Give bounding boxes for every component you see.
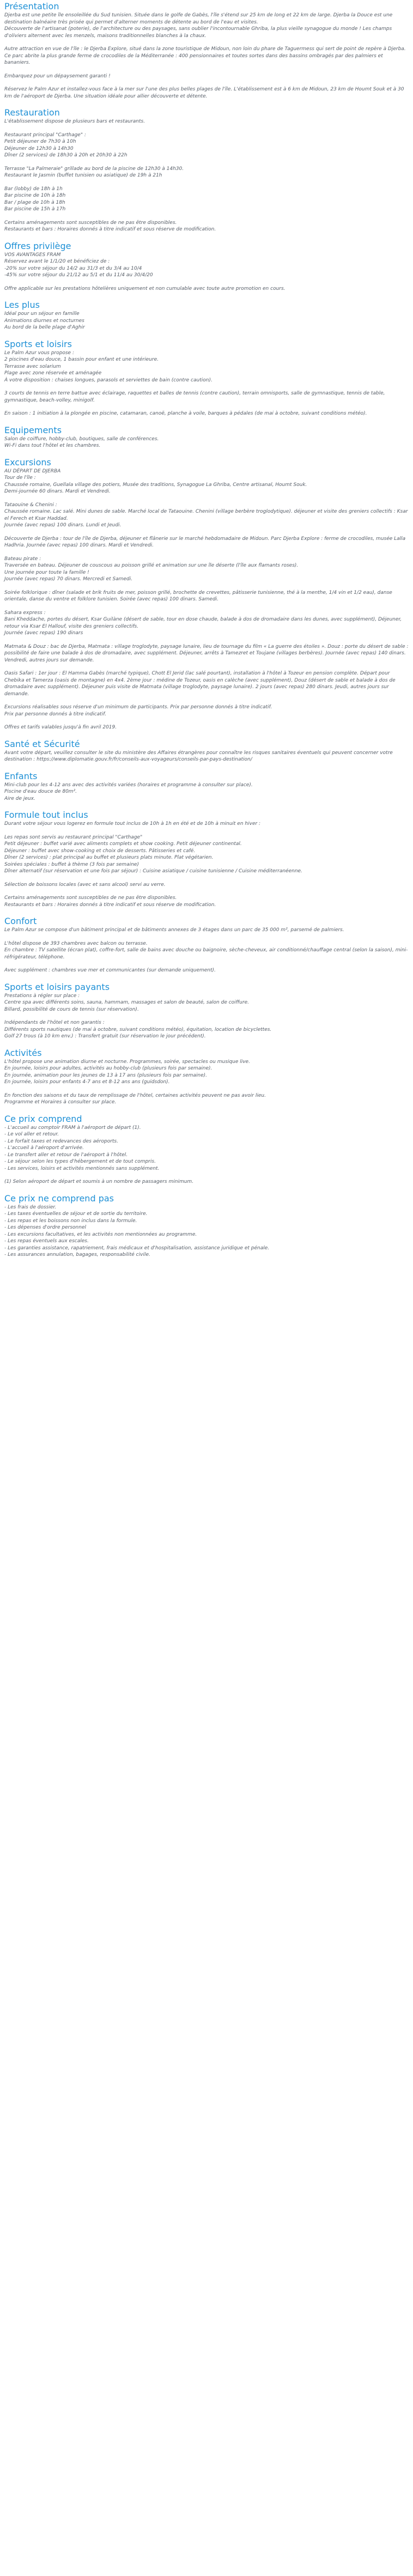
text-line: - Le forfait taxes et redevances des aéroports. [4,1138,118,1144]
paragraph [4,132,409,159]
paragraph [4,311,409,331]
paragraph [4,993,409,1013]
section-title: Enfants [4,770,38,781]
section-title: Equipements [4,424,62,435]
paragraph [4,610,409,637]
text-line: VOS AVANTAGES FRAM [4,252,61,258]
text-line: Traversée en bateau. Déjeuner de couscous au poisson grillé et animation sur une île déserte (l'île aux flamants roses). [4,563,299,568]
text-line: Soirée folklorique : dîner (salade et brik fruits de mer, poisson grillé, brochette de crevettes, pâtisserie tunisienne, thé à la menthe, 1/4 vin et 1/2 eau), danse orientale, danse du ventre et folklore tunisien. Soirée (avec repas) 100 dinars. Samedi. [4,590,392,602]
section [4,425,409,449]
text-line: Terrasse "La Palmeraie" grillade au bord de la piscine de 12h30 à 14h30. [4,166,184,172]
text-line: Soirées spéciales : buffet à thème (3 fois par semaine) [4,861,139,867]
text-line: Dîner (2 services) : plat principal au buffet et plusieurs plats minute. Plat végétarien. [4,855,214,860]
text-line: Certains aménagements sont susceptibles de ne pas être disponibles. [4,220,177,226]
text-line: À votre disposition : chaises longues, parasols et serviettes de bain (contre caution). [4,377,212,383]
text-line: Wi-Fi dans tout l'hôtel et les chambres. [4,443,101,448]
text-line: Billard, possibilité de cours de tennis (sur réservation). [4,1006,139,1012]
paragraph-gap [4,125,409,132]
text-line: Durant votre séjour vous logerez en formule tout inclus de 10h à 1h en été et de 10h à minuit en hiver : [4,821,261,827]
text-line: Journée (avec repas) 190 dinars [4,630,83,636]
text-line: Bani Kheddache, portes du désert, Ksar Guilàne (désert de sable, tour en dose chaude, balade à dos de dromadaire dans les dunes, avec supplément), Déjeuner, [4,617,402,622]
paragraph [4,166,409,179]
paragraph [4,882,409,889]
text-line: Prix par personne donnés à titre indicatif. [4,711,107,717]
paragraph [4,1059,409,1086]
paragraph-gap [4,213,409,220]
paragraph-gap [4,828,409,834]
text-line: Indépendants de l'hôtel et non garantis : [4,1020,105,1025]
section [4,1193,409,1259]
paragraph [4,86,409,100]
text-line: Bateau pirate : [4,556,41,562]
text-line: L'établissement dispose de plusieurs bars et restaurants. [4,119,145,124]
text-line: -20% sur votre séjour du 14/2 au 31/3 et du 3/4 au 10/4 [4,265,142,271]
text-line: En journée, animation pour les jeunes de 13 à 17 ans (plusieurs fois par semaine). [4,1072,207,1078]
paragraph-gap [4,934,409,940]
text-line: Centre spa avec différents soins, sauna, hammam, massages et salon de beauté, salon de coiffure. [4,1000,249,1005]
paragraph-gap [4,1172,409,1178]
paragraph-gap [4,1013,409,1019]
section [4,916,409,974]
section [4,300,409,331]
text-line: Le Palm Azur vous propose : [4,350,74,356]
text-line: Déjeuner : buffet avec show-cooking et choix de desserts. Pâtisseries et café. [4,848,196,854]
text-line: Sahara express : [4,610,46,616]
paragraph [4,590,409,603]
paragraph-gap [4,384,409,390]
text-line: Plage avec zone réservée et aménagée [4,370,102,376]
section-title: Les plus [4,300,40,310]
text-line: L'hôtel dispose de 393 chambres avec balcon ou terrasse. [4,940,148,946]
section [4,1114,409,1186]
section-title: Sports et loisirs payants [4,981,110,992]
text-line: Piscine d'eau douce de 80m². [4,789,77,794]
paragraph [4,186,409,213]
paragraph-gap [4,718,409,724]
paragraph [4,1125,409,1172]
text-line: Découverte de l'artisanat (poterie), de l'architecture ou des paysages, sans oublier l'incontournable Ghriba, la plus vieille synagogue du monde ! Les champs d'oliviers alternent avec les menzels, maisons traditionnelles blanches à la chaux. [4,26,392,39]
section-title: Confort [4,916,37,926]
section [4,771,409,803]
paragraph [4,252,409,279]
text-line: 3 courts de tennis en terre battue avec éclairage, raquettes et balles de tennis (contre caution), terrain omnisports, salle de gymnastique, tennis de table, gymnastique, beach-volley, minigolf. [4,391,385,403]
text-line: Matmata & Douz : bac de Djerba, Matmata : village troglodyte, paysage lunaire, lieu de tournage du film « La guerre des étoiles ». Douz : porte du désert de sable : possibilité de faire une balade à dos de dromadaire, avec supplément. Déjeuner, arrêts à Tamezret et Toujane (villages berbères). Journée (avec repas) 140 dinars. Vendredi, autres jours sur demande. [4,643,409,663]
text-line: Oasis Safari : 1er jour : El Hamma Gabès (marché typique), Chott El Jerid (lac salé pourtant), installation à l'hôtel à Tozeur en pension complète. Départ pour Chebika et Tamerza (oasis de montagne) en 4x4. 2ème jour : médine de Tozeur, oasis en calèche (avec supplément), Douz (désert de sable et balade à dos de dromadaire avec supplément). Déjeuner puis visite de Matmata (village troglodyte, paysage lunaire). 2 jours (avec repas) 280 dinars. Jeudi, autres jours sur demande. [4,671,396,697]
text-line: - Les excursions facultatives, et les activités non mentionnées au programme. [4,1231,197,1237]
text-line: En journée, loisirs pour adultes, activités au hobby-club (plusieurs fois par semaine). [4,1066,212,1071]
text-line: Embarquez pour un dépaysement garanti ! [4,73,111,79]
text-line: - Les services, loisirs et activités mentionnés sans supplément. [4,1165,160,1171]
text-line: Journée (avec repas) 100 dinars. Lundi et Jeudi. [4,523,122,528]
text-line: retour via Ksar El Hallouf, visite des greniers collectifs. [4,623,139,629]
paragraph [4,502,409,529]
text-line: Restaurant principal "Carthage" : [4,132,86,138]
text-line: Au bord de la belle plage d'Aghir [4,325,85,330]
paragraph-gap [4,549,409,556]
paragraph [4,643,409,664]
text-line: Avant votre départ, veuillez consulter le site du ministère des Affaires étrangères pour connaître les risques sanitaires éventuels qui peuvent concerner votre destination : https://www.diplomatie.gouv.fr/fr/conseils-aux-voyageurs/conseils-par-pays-destination/ [4,750,393,762]
text-line: Autre attraction en vue de l'île : le Djerba Explore, situé dans la zone touristique de Midoun, non loin du phare de Taguermess qui sert de point de repère à Djerba. Ce parc abrite la plus grande ferme de crocodiles de la Méditerranée : 400 pensionnaires et toutes sortes dans des bassins ombragés par des palmiers et bananiers. [4,46,406,65]
text-line: Déjeuner de 12h30 à 14h30 [4,145,74,151]
text-line: Dîner (2 services) de 18h30 à 20h et 20h30 à 22h [4,153,127,158]
text-line: - L'accueil à l'aéroport d'arrivée. [4,1145,84,1151]
section [4,810,409,908]
text-line: Tour de l'île : [4,475,36,481]
text-line: L'hôtel propose une animation diurne et nocturne. Programmes, soirée, spectacles ou musique live. [4,1059,250,1065]
paragraph [4,350,409,384]
section-title: Ce prix comprend [4,1113,82,1124]
paragraph [4,940,409,961]
text-line: Prestations à régler sur place : [4,993,80,999]
text-line: AU DÉPART DE DJERBA [4,468,61,474]
text-line: - L'accueil au comptoir FRAM à l'aéroport de départ (1). [4,1125,141,1131]
text-line: Sélection de boissons locales (avec et sans alcool) servi au verre. [4,882,166,888]
section-title: Restauration [4,107,60,118]
text-line: Bar / plage de 10h à 18h [4,199,65,205]
section [4,982,409,1040]
text-line: Tataouine & Chenini : [4,502,57,508]
paragraph [4,73,409,80]
text-line: Animations diurnes et nocturnes [4,318,84,324]
text-line: Restaurants et bars : Horaires donnés à titre indicatif et sous réserve de modification. [4,902,216,908]
section-title: Excursions [4,457,51,467]
text-line: Salon de coiffure, hobby-club, boutiques, salle de conférences. [4,436,159,442]
paragraph-gap [4,1086,409,1092]
section [4,457,409,731]
section [4,739,409,763]
text-line: Mini-club pour les 4-12 ans avec des activités variées (horaires et programme à consulter sur place). [4,782,253,788]
section-title: Offres privilège [4,240,71,251]
paragraph [4,1204,409,1259]
text-line: Certains aménagements sont susceptibles de ne pas être disponibles. [4,895,177,901]
section-title: Sports et loisirs [4,338,72,349]
text-line: Programme et Horaires à consulter sur place. [4,1099,117,1105]
text-line: Chaussée romaine. Lac salé. Mini dunes de sable. Marché local de Tataouine. Chenini (village berbère troglodytique). déjeuner et visite des greniers collectifs : Ksar el Ferech et Ksar Haddad. [4,509,408,521]
paragraph-gap [4,179,409,186]
text-line: Découverte de Djerba : tour de l'île de Djerba, déjeuner et flânerie sur le marché hebdomadaire de Midoun. Parc Djerba Explore : ferme de crocodiles, musée Lalla Hadhria. Journée (avec repas) 100 dinars. Mardi et Vendredi. [4,536,406,548]
text-line: Restaurant le Jasmin (buffet tunisien ou asiatique) de 19h à 21h [4,173,162,178]
paragraph-gap [4,39,409,46]
text-line: En saison : 1 initiation à la plongée en piscine, catamaran, canoë, planche à voile, barques à pédales (de mai à octobre, suivant conditions météo). [4,411,367,416]
paragraph [4,670,409,697]
text-line: En fonction des saisons et du taux de remplissage de l'hôtel, certaines activités peuvent ne pas avoir lieu. [4,1092,266,1098]
text-line: En chambre : TV satellite (écran plat), coffre-fort, salle de bains avec douche ou baignoire, sèche-cheveux, air conditionné/chauffage central (selon la saison), mini-réfrigérateur, téléphone. [4,947,408,960]
paragraph [4,1092,409,1106]
section-title: Formule tout inclus [4,810,88,820]
text-line: - Les frais de dossier. [4,1204,57,1210]
text-line: Aire de jeux. [4,795,35,801]
paragraph [4,46,409,66]
text-line: - Le vol aller et retour. [4,1132,59,1137]
text-line: - Les repas éventuels aux escales. [4,1238,89,1244]
paragraph [4,927,409,934]
paragraph [4,834,409,875]
text-line: Offre applicable sur les prestations hôtelières uniquement et non cumulable avec toute autre promotion en cours. [4,285,286,291]
paragraph-gap [4,529,409,536]
paragraph [4,1019,409,1040]
text-line: Bar piscine de 15h à 17h [4,206,66,212]
paragraph-gap [4,697,409,704]
paragraph [4,967,409,974]
paragraph [4,118,409,125]
paragraph-gap [4,583,409,590]
paragraph [4,436,409,449]
text-line: Petit déjeuner de 7h30 à 10h [4,139,76,144]
paragraph [4,468,409,495]
text-line: - Le séjour selon les types d'hébergement et de tout compris. [4,1159,156,1164]
text-line: -45% sur votre séjour du 21/12 au 5/1 et du 11/4 au 30/4/20 [4,272,153,278]
text-line: Demi-journée 60 dinars. Mardi et Vendredi. [4,489,111,494]
paragraph-gap [4,961,409,967]
paragraph-gap [4,80,409,86]
paragraph [4,285,409,293]
text-line: Les repas sont servis au restaurant principal "Carthage" [4,834,143,840]
paragraph [4,410,409,417]
paragraph [4,1178,409,1186]
paragraph [4,782,409,803]
section [4,107,409,233]
text-line: Djerba est une petite île ensoleillée du Sud tunisien. Située dans le golfe de Gabès, l'île s'étend sur 25 km de long et 22 km de large. Djerba la Douce est une destination balnéaire très prisée qui permet d'alterner moments de détente au bord de l'eau et visites. [4,13,393,25]
text-line: Réservez le Palm Azur et installez-vous face à la mer sur l'une des plus belles plages de l'île. L'établissement est à 6 km de Midoun, 23 km de Houmt Souk et à 30 km de l'aéroport de Djerba. Une situation idéale pour allier découverte et détente. [4,87,404,99]
text-line: Restaurants et bars : Horaires donnés à titre indicatif et sous réserve de modification. [4,227,216,232]
paragraph-gap [4,495,409,502]
text-line: Réservez avant le 1/1/20 et bénéficiez de : [4,259,110,264]
text-line: - Les garanties assistance, rapatriement, frais médicaux et d'hospitalisation, assistance juridique et pénale. [4,1245,270,1251]
text-line: - Les assurances annulation, bagages, responsabilité civile. [4,1252,150,1257]
document-body [0,0,413,1259]
text-line: Petit déjeuner : buffet varié avec aliments complets et show cooking. Petit déjeuner continental. [4,841,242,847]
text-line: En journée, loisirs pour enfants 4-7 ans et 8-12 ans ans (guidsdon). [4,1079,170,1085]
text-line: Chaussée romaine, Guellala village des potiers, Musée des traditions, Synagogue La Ghriba, Centre artisanal, Houmt Souk. [4,482,307,488]
text-line: - Les dépenses d'ordre personnel [4,1225,86,1230]
text-line: Offres et tarifs valables jusqu'à fin avril 2019. [4,725,117,730]
text-line: Avec supplément : chambres vue mer et communicantes (sur demande uniquement). [4,968,216,973]
paragraph [4,895,409,908]
paragraph-gap [4,664,409,670]
text-line: Dîner alternatif (sur réservation et une fois par séjour) : Cuisine asiatique / cuisine tunisienne / Cuisine méditerranéenne. [4,868,302,874]
section [4,241,409,293]
paragraph [4,220,409,233]
paragraph-gap [4,66,409,73]
paragraph [4,704,409,718]
paragraph [4,821,409,828]
section-title: Activités [4,1047,42,1058]
text-line: (1) Selon aéroport de départ et soumis à un nombre de passagers minimum. [4,1179,194,1184]
paragraph [4,724,409,731]
paragraph [4,12,409,39]
text-line: Journée (avec repas) 70 dinars. Mercredi et Samedi. [4,576,133,582]
text-line: Terrasse avec solarium [4,363,61,369]
paragraph [4,390,409,404]
text-line: - Les taxes éventuelles de séjour et de sortie du territoire. [4,1211,148,1217]
text-line: Excursions réalisables sous réserve d'un minimum de participants. Prix par personne donnés à titre indicatif. [4,704,272,710]
paragraph [4,556,409,583]
section [4,1048,409,1106]
paragraph [4,750,409,763]
paragraph [4,536,409,549]
text-line: - Le transfert aller et retour de l'aéroport à l'hôtel. [4,1152,128,1158]
paragraph-gap [4,888,409,895]
section-title: Ce prix ne comprend pas [4,1193,114,1204]
section-title: Santé et Sécurité [4,738,80,749]
paragraph-gap [4,159,409,166]
paragraph-gap [4,404,409,410]
text-line: Idéal pour un séjour en famille [4,311,80,317]
text-line: 2 piscines d'eau douce, 1 bassin pour enfant et une intérieure. [4,357,159,362]
section [4,1,409,100]
paragraph-gap [4,279,409,285]
text-line: Bar piscine de 10h à 18h [4,193,66,198]
text-line: Différents sports nautiques (de mai à octobre, suivant conditions météo), équitation, location de bicyclettes. [4,1026,272,1032]
text-line: Une journée pour toute la famille ! [4,569,89,575]
section [4,339,409,417]
text-line: - Les repas et les boissons non inclus dans la formule. [4,1218,137,1224]
paragraph-gap [4,603,409,610]
text-line: Le Palm Azur se compose d'un bâtiment principal et de bâtiments annexes de 3 étages dans un parc de 35 000 m², parsemé de palmiers. [4,927,344,933]
paragraph-gap [4,637,409,643]
paragraph-gap [4,875,409,882]
text-line: Golf 27 trous (à 10 km env.) : Transfert gratuit (sur réservation le jour précédent). [4,1034,206,1039]
text-line: Bar (lobby) de 18h à 1h [4,186,63,192]
section-title: Présentation [4,1,59,11]
